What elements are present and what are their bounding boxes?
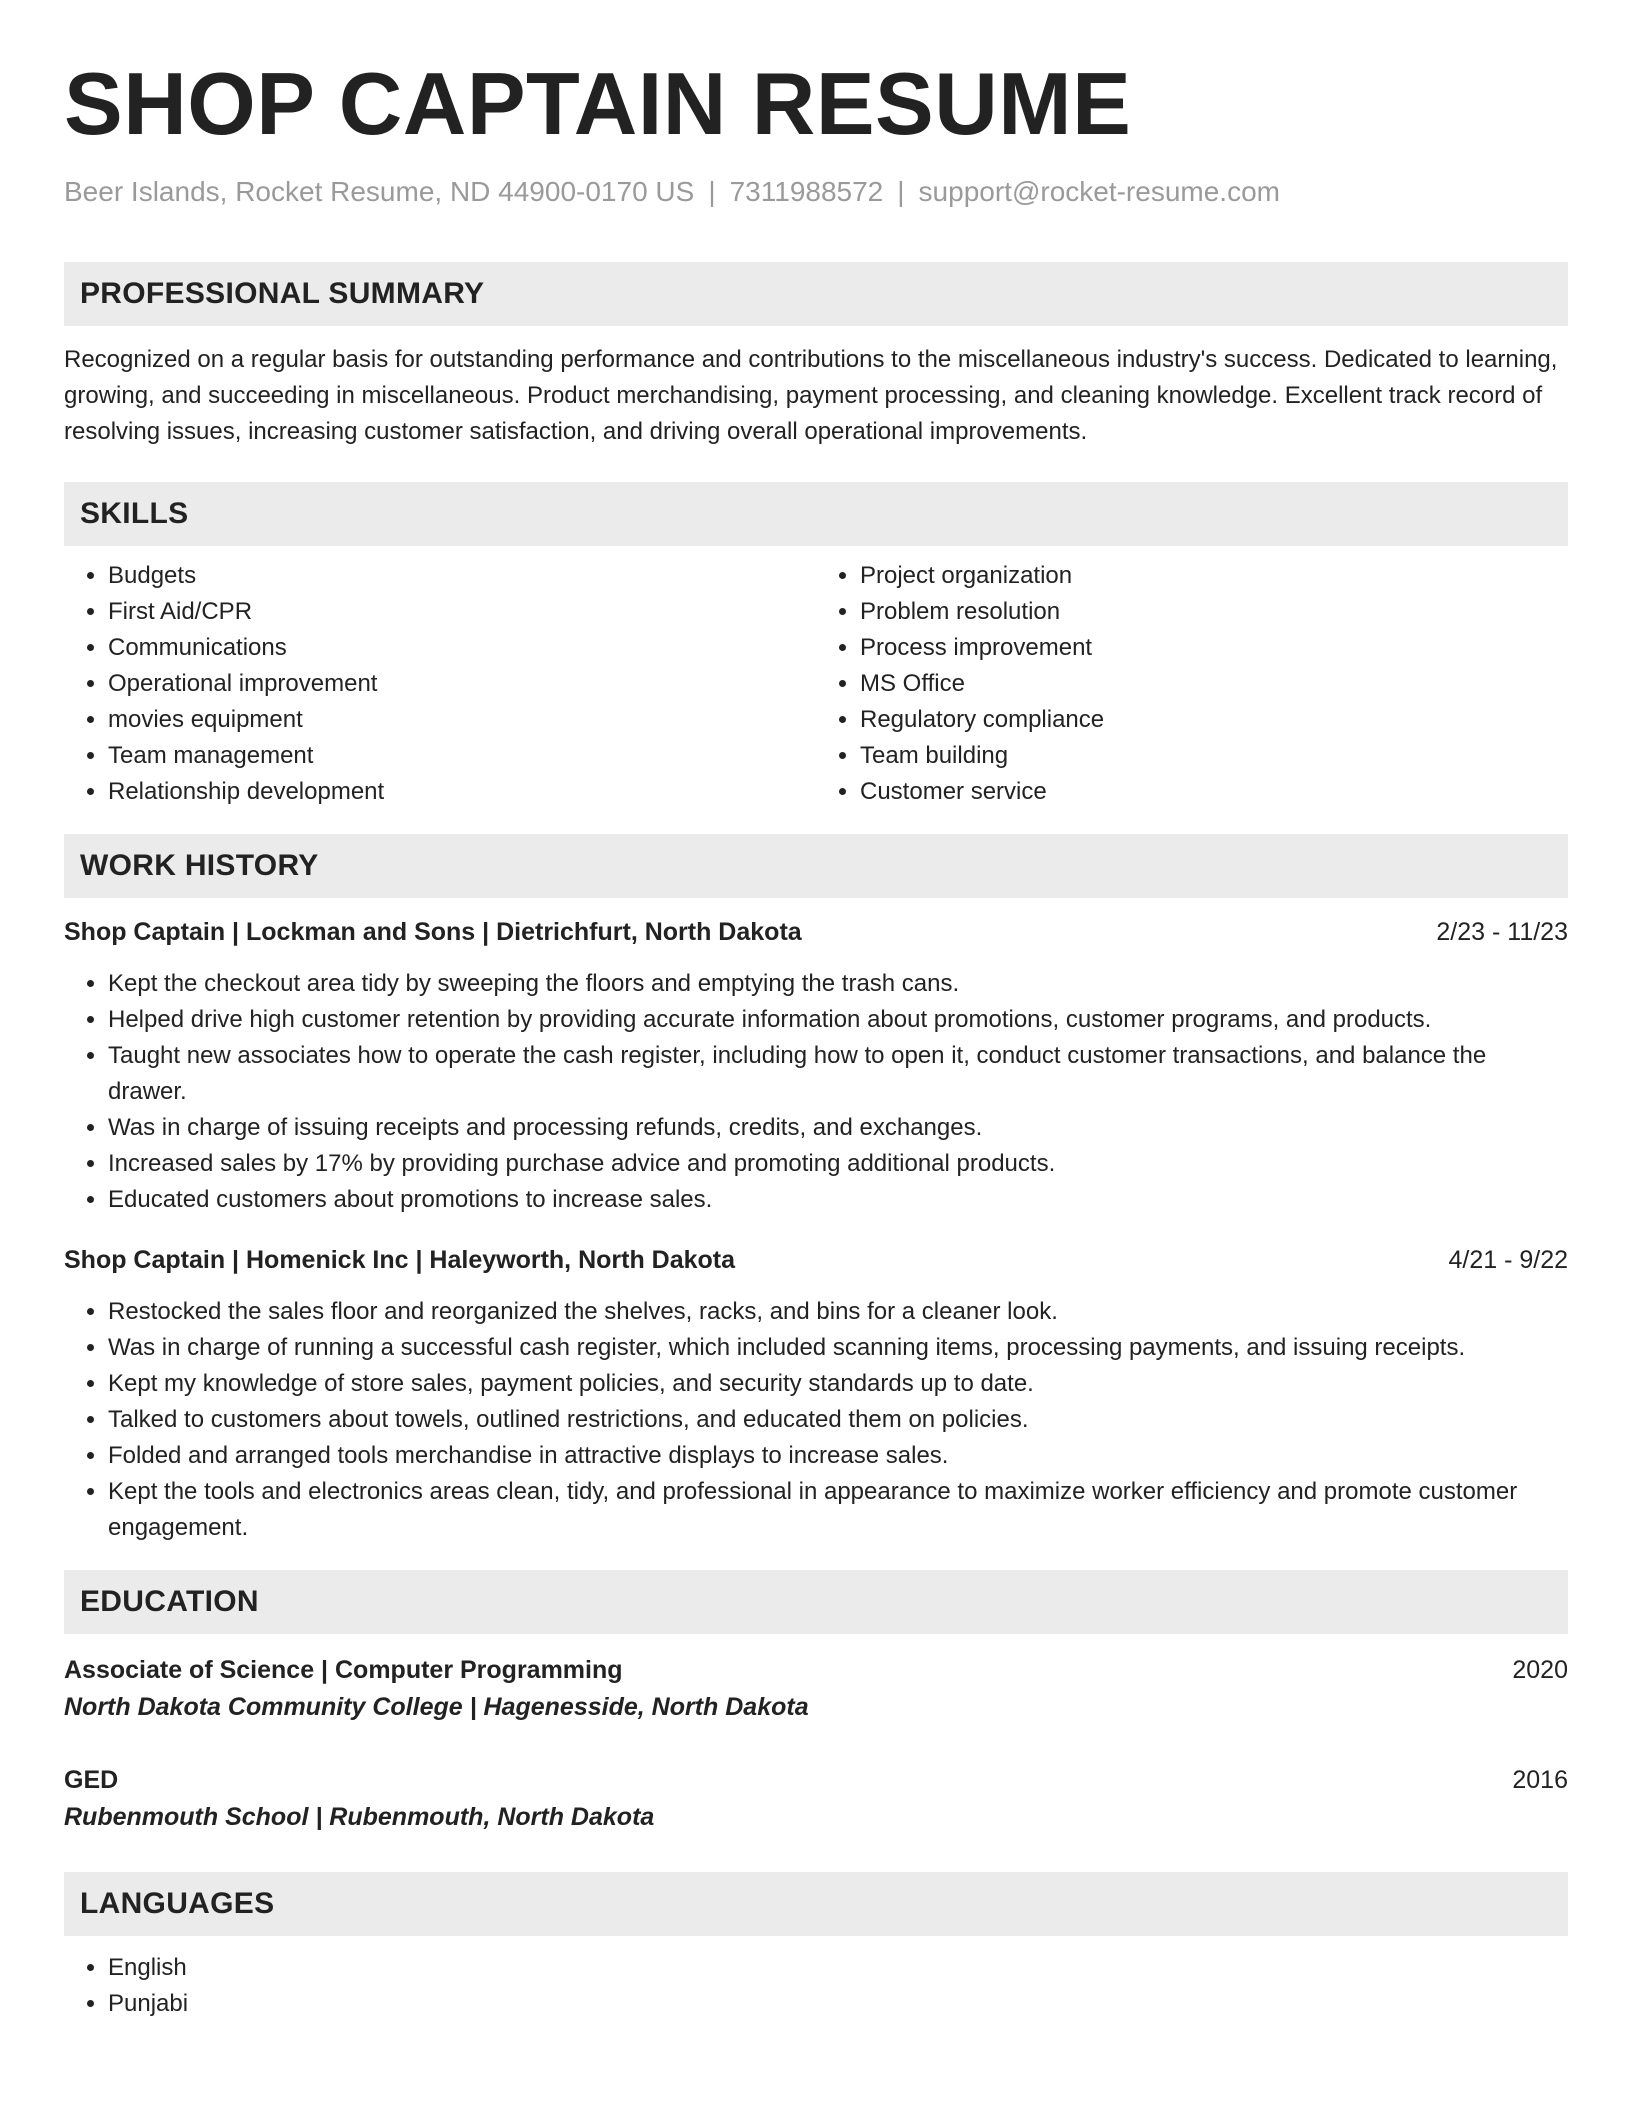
education-header [64,1762,1568,1798]
skill-item: • Team management [108,738,816,774]
skill-item: • Project organization [860,558,1568,594]
job-bullet: • Kept my knowledge of store sales, payment policies, and security standards up to date. [108,1366,1568,1402]
work-history-heading: WORK HISTORY [64,834,1568,898]
skills-heading: SKILLS [64,482,1568,546]
job-bullet: • Educated customers about promotions to increase sales. [108,1182,1568,1218]
education-entry [64,1762,1568,1836]
skill-item: • movies equipment [108,702,816,738]
contact-separator: | [897,176,905,207]
skill-item: • Relationship development [108,774,816,810]
resume-title: SHOP CAPTAIN RESUME [64,54,1132,153]
skill-item: • Team building [860,738,1568,774]
education-degree: GED [64,1766,119,1794]
education-school: Rubenmouth School | Rubenmouth, North Dakota [64,1803,655,1831]
job-title: Shop Captain | Lockman and Sons | Dietrichfurt, North Dakota [64,918,802,946]
education-school: North Dakota Community College | Hagenesside, North Dakota [64,1693,809,1721]
job-entry [64,914,1568,1218]
summary-heading: PROFESSIONAL SUMMARY [64,262,1568,326]
job-bullet: • Kept the checkout area tidy by sweeping the floors and emptying the trash cans. [108,966,1568,1002]
contact-separator: | [708,176,716,207]
skills-list-left [64,558,816,810]
job-bullet: • Restocked the sales floor and reorganized the shelves, racks, and bins for a cleaner look. [108,1294,1568,1330]
skill-item: • Budgets [108,558,816,594]
skill-item: • Customer service [860,774,1568,810]
job-bullet: • Taught new associates how to operate the cash register, including how to open it, conduct customer transactions, and balance the drawer. [108,1038,1568,1110]
job-bullets [64,1294,1568,1546]
job-bullet: • Increased sales by 17% by providing purchase advice and promoting additional products. [108,1146,1568,1182]
skill-item: • MS Office [860,666,1568,702]
skills-list-right [816,558,1568,810]
education-entry [64,1652,1568,1726]
contact-phone: 7311988572 [729,176,884,207]
job-bullet: • Was in charge of running a successful cash register, which included scanning items, processing payments, and issuing receipts. [108,1330,1568,1366]
job-title: Shop Captain | Homenick Inc | Haleyworth, North Dakota [64,1246,736,1274]
job-bullet: • Kept the tools and electronics areas clean, tidy, and professional in appearance to maximize worker efficiency and promote customer engagement. [108,1474,1568,1546]
job-bullet: • Talked to customers about towels, outlined restrictions, and educated them on policies. [108,1402,1568,1438]
contact-address: Beer Islands, Rocket Resume, ND 44900-0170 US [64,176,695,207]
skill-item: • Operational improvement [108,666,816,702]
job-header [64,914,1568,950]
job-bullets [64,966,1568,1218]
education-year: 2020 [1512,1656,1568,1684]
job-header [64,1242,1568,1278]
summary-text: Recognized on a regular basis for outstanding performance and contributions to the miscellaneous industry's success. Dedicated to learning, growing, and succeeding in miscellaneous. Product merchandising, payment processing, and cleaning knowledge. Excellent track record of resolving issues, increasing customer satisfaction, and driving overall operational improvements. [64,346,1558,445]
skill-item: • Process improvement [860,630,1568,666]
job-bullet: • Folded and arranged tools merchandise in attractive displays to increase sales. [108,1438,1568,1474]
education-header [64,1652,1568,1688]
job-bullet: • Helped drive high customer retention by providing accurate information about promotions, customer programs, and products. [108,1002,1568,1038]
job-dates: 4/21 - 9/22 [1448,1246,1568,1274]
job-dates: 2/23 - 11/23 [1436,918,1568,946]
education-year: 2016 [1512,1766,1568,1794]
skill-item: • Communications [108,630,816,666]
skills-grid [64,558,1568,810]
job-entry [64,1242,1568,1546]
skill-item: • Regulatory compliance [860,702,1568,738]
contact-email: support@rocket-resume.com [918,176,1280,207]
education-heading: EDUCATION [64,1570,1568,1634]
language-item: • English [108,1950,1568,1986]
education-degree: Associate of Science | Computer Programming [64,1656,623,1684]
languages-list [64,1950,1568,2022]
language-item: • Punjabi [108,1986,1568,2022]
job-bullet: • Was in charge of issuing receipts and processing refunds, credits, and exchanges. [108,1110,1568,1146]
contact-line [64,174,1568,210]
skill-item: • Problem resolution [860,594,1568,630]
skill-item: • First Aid/CPR [108,594,816,630]
languages-heading: LANGUAGES [64,1872,1568,1936]
